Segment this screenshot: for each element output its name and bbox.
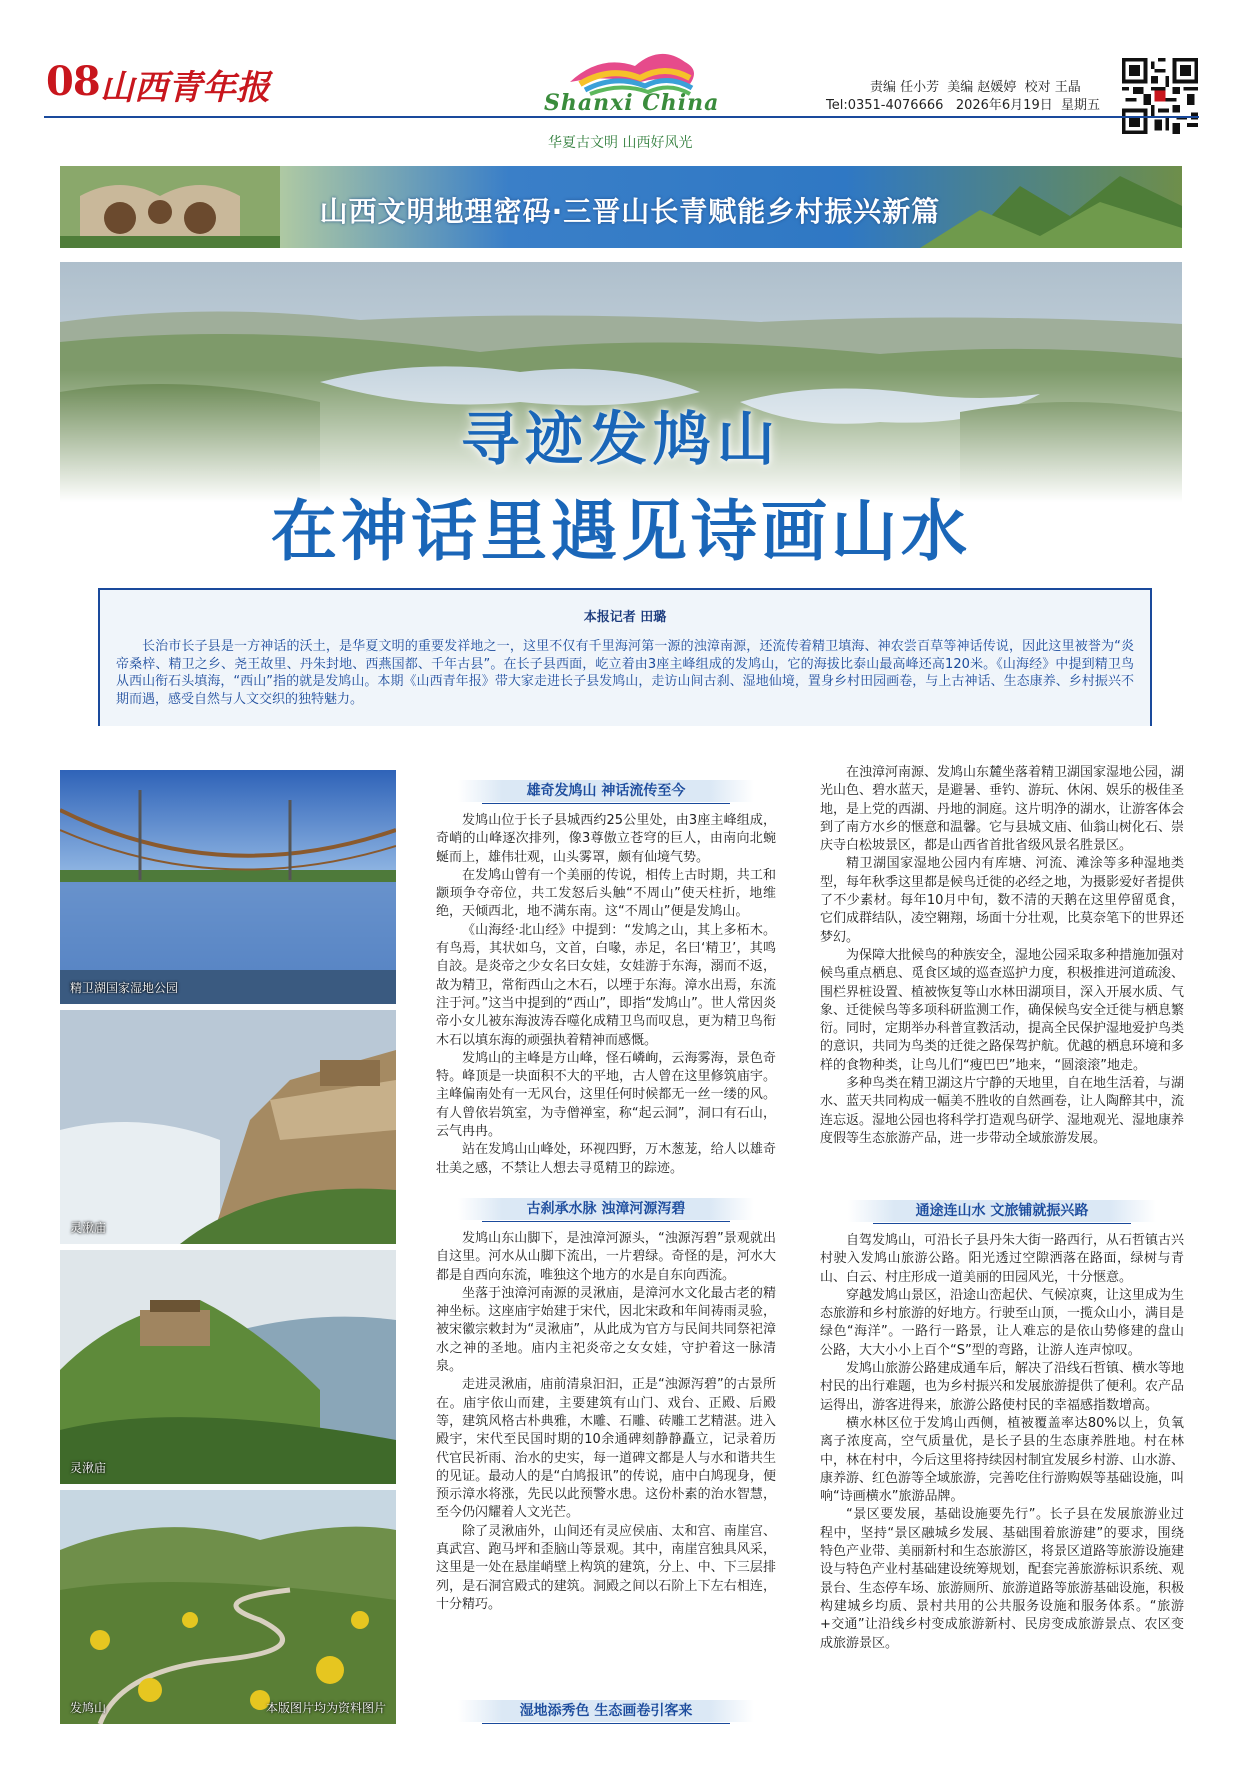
slogan: 华夏古文明 山西好风光 — [548, 135, 693, 151]
paragraph: 站在发鸠山山峰处，环视四野，万木葱茏，给人以雄奇壮美之感，不禁让人想去寻觅精卫的踪迹。 — [436, 1142, 776, 1176]
editor-art: 美编 赵媛婷 — [947, 80, 1017, 95]
wetland-bridge-image — [60, 770, 396, 1004]
intro-top-rule — [98, 588, 1152, 590]
section-body-s1 — [436, 812, 776, 1192]
section-title-s4: 通途连山水 文旅铺就振兴路 — [848, 1200, 1156, 1222]
shanxi-china-logo-icon — [540, 44, 710, 134]
paragraph: 精卫湖国家湿地公园内有库塘、河流、滩涂等多种湿地类型，每年秋季这里都是候鸟迁徙的必经之地，为摄影爱好者提供了不少素材。每年10月中旬，数不清的天鹅在这里停留觅食，它们成群结队，凌空翱翔，场面十分壮观，比莫奈笔下的世界还梦幻。 — [820, 856, 1184, 945]
photo-caption: 灵湫庙 — [70, 1461, 107, 1475]
weekday: 星期五 — [1060, 98, 1100, 113]
headline-line2: 在神话里遇见诗画山水 — [271, 492, 971, 570]
photo-lingqiu-temple-1 — [60, 1010, 396, 1244]
photo-wetland-park — [60, 770, 396, 1004]
paragraph: 发鸠山旅游公路建成通车后，解决了沿线石哲镇、横水等地村民的出行难题，也为乡村振兴和发展旅游提供了便利。农产品运得出，游客进得来，旅游公路使村民的幸福感指数增高。 — [820, 1361, 1184, 1413]
section-body-s2 — [436, 1230, 776, 1692]
mountain-temple-image — [60, 1250, 396, 1484]
paragraph: 发鸠山东山脚下，是浊漳河源头，“浊源泻碧”景观就出自这里。河水从山脚下流出，一片碧绿。奇怪的是，河水大都是自西向东流，唯独这个地方的水是自东向西流。 — [436, 1231, 776, 1283]
page-number: 08 — [46, 58, 100, 105]
photo-lingqiu-temple-2 — [60, 1250, 396, 1484]
headline-line1: 寻迹发鸠山 — [460, 405, 781, 473]
paragraph: 除了灵湫庙外，山间还有灵应侯庙、太和宫、南崖宫、真武宫、跑马坪和歪脑山等景观。其中，南崖宫独具风采，这里是一处在悬崖峭壁上构筑的建筑，分上、中、下三层排列，是石洞宫殿式的建筑。洞殿之间以石阶上下左右相连，十分精巧。 — [436, 1523, 776, 1612]
byline: 本报记者 田璐 — [583, 610, 667, 625]
paragraph: 穿越发鸠山景区，沿途山峦起伏、气候凉爽，让这里成为生态旅游和乡村旅游的好地方。行驶至山顶，一揽众山小，满目是绿色“海洋”。一路行一路景，让人难忘的是依山势修建的盘山公路，大大小小上百个“S”型的弯路，让游人连声惊叹。 — [820, 1287, 1184, 1358]
header-rule — [44, 116, 1199, 118]
paragraph: 横水林区位于发鸠山西侧，植被覆盖率达80%以上，负氧离子浓度高，空气质量优，是长子县的生态康养胜地。村在林中，林在村中，今后这里将持续因村制宜发展乡村游、山水游、康养游、红色游等全域旅游，完善吃住行游购娱等基础设施，叫响“诗画横水”旅游品牌。 — [820, 1415, 1184, 1505]
section-body-s4 — [820, 1232, 1184, 1742]
photo-caption: 精卫湖国家湿地公园 — [70, 981, 179, 995]
paragraph: “景区要发展，基础设施要先行”。长子县在发展旅游业过程中，坚持“景区融城乡发展、基础围着旅游建”的要求，围绕特色产业带、美丽新村和生态旅游区，将景区道路等旅游设施建设与特色产业村基础建设统筹规划，配套完善旅游标识系统、观景台、生态停车场、旅游厕所、旅游道路等旅游基础设施，积极构建城乡均质、景村共用的公共服务设施和服务体系。“旅游+交通”让沿线乡村变成旅游新村、民房变成旅游景点、农区变成旅游景区。 — [820, 1507, 1184, 1651]
section-title-s1: 雄奇发鸠山 神话流传至今 — [458, 780, 754, 802]
intro-text: 长治市长子县是一方神话的沃土，是华夏文明的重要发祥地之一，这里不仅有千里海河第一源的浊漳南源，还流传着精卫填海、神农尝百草等神话传说，因此这里被誉为“炎帝桑梓、精卫之乡、尧王故里、丹朱封地、西燕国都、千年古县”。在长子县西面，屹立着由3座主峰组成的发鸠山，它的海拔比泰山最高峰还高120米。《山海经》中提到精卫鸟从西山衔石头填海，“西山”指的就是发鸠山。本期《山西青年报》带大家走进长子县发鸠山，走访山间古刹、湿地仙境，置身乡村田园画卷，与上古神话、生态康养、乡村振兴不期而遇，感受自然与人文交织的独特魅力。 — [116, 639, 1134, 707]
paragraph: 走进灵湫庙，庙前清泉汩汩，正是“浊源泻碧”的古景所在。庙宇依山而建，主要建筑有山门、戏台、正殿、后殿等，建筑风格古朴典雅，木雕、石雕、砖雕工艺精湛。进入殿宇，宋代至民国时期的10余通碑刻静静矗立，记录着历代官民祈雨、治水的史实，每一道碑文都是人与水和谐共生的见证。最动人的是“白鸠报讯”的传说，庙中白鸠现身，便预示漳水将涨，先民以此预警水患。这份朴素的治水智慧，至今仍闪耀着人文光芒。 — [436, 1377, 776, 1521]
photo-caption: 发鸠山 — [70, 1701, 107, 1715]
photo-caption: 灵湫庙 — [70, 1221, 107, 1235]
editor-chief: 责编 任小芳 — [870, 80, 940, 95]
paragraph: 发鸠山的主峰是方山峰，怪石嶙峋，云海雾海，景色奇特。峰顶是一块面积不大的平地，古人曾在这里修筑庙宇。主峰偏南处有一无风台，这里任何时候都无一丝一缕的风。有人曾依岩筑室，为寺僧禅室，称“起云洞”，洞口有石山，云气冉冉。 — [436, 1050, 776, 1140]
series-title: 山西文明地理密码·三晋山长青赋能乡村振兴新篇 — [319, 195, 941, 228]
paragraph: 在发鸠山曾有一个美丽的传说，相传上古时期，共工和颛顼争夺帝位，共工发怒后头触“不周山”使天柱折，地维绝，天倾西北，地不满东南。这“不周山”便是发鸠山。 — [436, 867, 776, 920]
paragraph: 为保障大批候鸟的种族安全，湿地公园采取多种措施加强对候鸟重点栖息、觅食区域的巡查巡护力度，积极推进河道疏浚、围栏界桩设置、植被恢复等山水林田湖项目，深入开展水质、气象、迁徙候鸟等多项科研监测工作，确保候鸟安全迁徙与栖息繁衍。同时，定期举办科普宣教活动，提高全民保护湿地爱护鸟类的意识，共同为鸟类的迁徙之路保驾护航。优越的栖息环境和多样的食物种类，让鸟儿们“瘦巴巴”地来，“圆滚滚”地走。 — [820, 947, 1184, 1073]
cliff-temple-image — [60, 1010, 396, 1244]
section-body-s3 — [820, 764, 1184, 1194]
paragraph: 发鸠山位于长子县城西约25公里处，由3座主峰组成，奇峭的山峰逐次排列，像3尊傲立苍穹的巨人，由南向北蜿蜒而上，雄伟壮观，山头雾罩，颇有仙境气势。 — [436, 813, 776, 865]
paragraph: 《山海经·北山经》中提到：“发鸠之山，其上多柘木。有鸟焉，其状如乌，文首，白喙，赤足，名曰‘精卫’，其鸣自詨。是炎帝之少女名曰女娃，女娃游于东海，溺而不返，故为精卫，常衔西山之木石，以堙于东海。漳水出焉，东流注于河。”这当中提到的“西山”，即指“发鸠山”。世人常因炎帝小女儿被东海波涛吞噬化成精卫鸟而叹息，更为精卫鸟衔木石以填东海的顽强执着精神而感慨。 — [436, 922, 776, 1048]
paragraph: 自驾发鸠山，可沿长子县丹朱大街一路西行，从石哲镇古兴村驶入发鸠山旅游公路。阳光透过空隙洒落在路面，绿树与青山、白云、村庄形成一道美丽的田园风光，十分惬意。 — [820, 1233, 1184, 1285]
logo-text: Shanxi China — [544, 90, 720, 116]
editor-proof: 校对 王晶 — [1024, 80, 1081, 95]
paragraph: 在浊漳河南源、发鸠山东麓坐落着精卫湖国家湿地公园，湖光山色、碧水蓝天，是避暑、垂钓、游玩、休闲、娱乐的极佳圣地，是上党的西湖、丹地的洞庭。这片明净的湖水，让游客体会到了南方水乡的惬意和温馨。它与县城文庙、仙翁山树化石、崇庆寺白松坡景区，都是山西省首批省级风景名胜景区。 — [820, 765, 1184, 854]
section-title-s3: 湿地添秀色 生态画卷引客来 — [458, 1700, 754, 1722]
tel: Tel:0351-4076666 — [826, 98, 944, 113]
paragraph: 多种鸟类在精卫湖这片宁静的天地里，自在地生活着，与湖水、蓝天共同构成一幅美不胜收的自然画卷，让人陶醉其中，流连忘返。湿地公园也将科学打造观鸟研学、湿地观光、湿地康养度假等生态旅游产品，进一步带动全域旅游发展。 — [820, 1076, 1184, 1146]
paragraph: 坐落于浊漳河南源的灵湫庙，是漳河水文化最古老的精神坐标。这座庙宇始建于宋代，因北宋政和年间祷雨灵验，被宋徽宗敕封为“灵湫庙”，从此成为官方与民间共同祭祀漳水之神的圣地。庙内主祀炎帝之女女娃，守护着这一脉清泉。 — [436, 1285, 776, 1375]
newspaper-name: 山西青年报 — [100, 68, 270, 108]
section-title-s2: 古刹承水脉 浊漳河源泻碧 — [458, 1198, 754, 1220]
tel-date-line — [826, 94, 1100, 113]
date: 2026年6月19日 — [955, 98, 1053, 113]
photo-credit: 本版图片均为资料图片 — [265, 1701, 386, 1715]
winding-road-image — [60, 1490, 396, 1724]
editor-credits — [866, 76, 1081, 95]
photo-fajiu-mountain — [60, 1490, 396, 1724]
qr-code-icon — [1122, 58, 1198, 134]
